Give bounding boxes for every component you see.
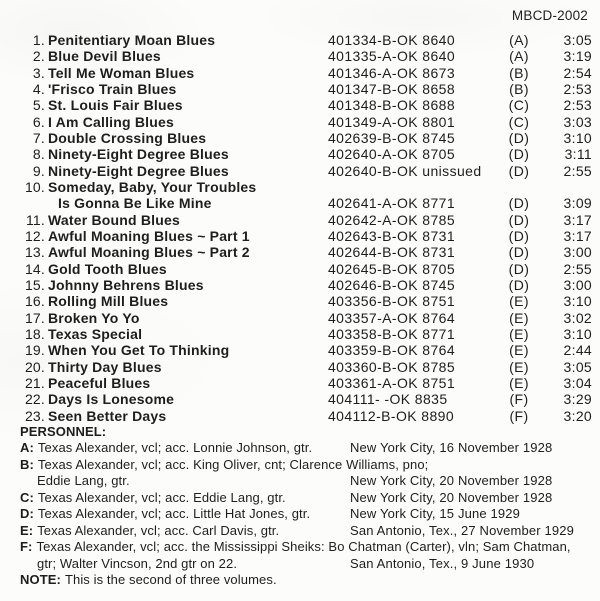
track-time: 3:19 — [563, 48, 592, 65]
track-title: Days Is Lonesome — [48, 391, 175, 408]
track-title: Texas Special — [48, 325, 143, 342]
track-matrix: 402645-B-OK 8705 — [328, 260, 456, 277]
track-row — [0, 375, 600, 391]
track-row — [0, 32, 600, 48]
track-time: 3:29 — [563, 391, 592, 408]
catalog-number: MBCD-2002 — [511, 8, 588, 23]
track-number: 10. — [24, 178, 45, 195]
track-row — [0, 81, 600, 97]
track-session: (F) — [509, 391, 529, 408]
track-number: 20. — [24, 358, 45, 375]
session-location: San Antonio, Tex., 9 June 1930 — [350, 555, 535, 571]
track-number: 7. — [32, 129, 45, 146]
track-number: 15. — [24, 276, 45, 293]
track-number: 11. — [25, 211, 45, 228]
session-location: New York City, 20 November 1928 — [350, 489, 553, 505]
track-session: (C) — [508, 97, 530, 114]
track-session: (D) — [508, 276, 530, 293]
track-title: Gold Tooth Blues — [48, 260, 167, 277]
track-time: 3:11 — [564, 146, 592, 163]
track-session: (E) — [509, 374, 529, 391]
track-time: 2:53 — [563, 97, 592, 114]
track-title: Double Crossing Blues — [48, 129, 207, 146]
track-time: 2:55 — [563, 260, 592, 277]
track-number: 9. — [32, 162, 45, 179]
track-number: 16. — [24, 293, 45, 310]
track-matrix: 402646-B-OK 8745 — [328, 276, 456, 293]
session-location: New York City, 16 November 1928 — [350, 440, 553, 456]
track-matrix: 403360-B-OK 8785 — [328, 358, 456, 375]
track-row — [0, 114, 600, 130]
track-row — [0, 326, 600, 342]
track-session: (E) — [509, 293, 529, 310]
track-title: Ninety-Eight Degree Blues — [48, 146, 229, 163]
track-time: 3:09 — [563, 195, 592, 212]
track-title: Johnny Behrens Blues — [48, 276, 204, 293]
track-row — [0, 130, 600, 146]
track-row — [0, 146, 600, 162]
track-time: 3:10 — [563, 293, 592, 310]
track-session: (A) — [509, 48, 529, 65]
session-location: San Antonio, Tex., 27 November 1929 — [350, 522, 574, 538]
personnel-line: Eddie Lang, gtr. New York City, 20 November 1928 — [37, 473, 553, 489]
track-matrix: 404111- -OK 8835 — [328, 391, 448, 408]
track-time: 3:20 — [563, 407, 592, 424]
personnel-heading: PERSONNEL: — [20, 424, 107, 439]
track-row — [0, 244, 600, 260]
track-matrix: 401346-A-OK 8673 — [328, 64, 456, 81]
personnel-line: gtr; Walter Vincson, 2nd gtr on 22. San Antonio, Tex., 9 June 1930 — [37, 555, 535, 571]
track-number: 21. — [24, 374, 45, 391]
personnel-line: B: Texas Alexander, vcl; acc. King Oliver, cnt; Clarence Williams, pno; — [20, 456, 429, 472]
track-title: Blue Devil Blues — [48, 48, 161, 65]
track-row — [0, 97, 600, 113]
track-session: (E) — [509, 358, 529, 375]
track-number: 12. — [24, 227, 45, 244]
track-title: Seen Better Days — [48, 407, 167, 424]
track-matrix: 403359-B-OK 8764 — [328, 342, 456, 359]
track-number: 3. — [32, 64, 45, 81]
track-title: Awful Moaning Blues ~ Part 2 — [48, 244, 250, 261]
track-title: St. Louis Fair Blues — [48, 97, 183, 114]
track-row — [0, 48, 600, 64]
track-title: Tell Me Woman Blues — [48, 64, 195, 81]
track-matrix: 401335-A-OK 8640 — [328, 48, 456, 65]
track-matrix: 403356-B-OK 8751 — [328, 293, 456, 310]
track-session: (D) — [508, 244, 530, 261]
track-session: (D) — [508, 227, 530, 244]
track-number: 23. — [24, 407, 45, 424]
track-matrix: 401348-B-OK 8688 — [328, 97, 456, 114]
track-matrix: 402644-B-OK 8731 — [328, 244, 456, 261]
track-title: I Am Calling Blues — [48, 113, 174, 130]
track-matrix: 401349-A-OK 8801 — [328, 113, 456, 130]
track-session: (D) — [508, 195, 530, 212]
track-list — [0, 32, 600, 424]
track-matrix: 402640-B-OK unissued — [328, 162, 482, 179]
track-number: 5. — [32, 97, 45, 114]
track-session: (E) — [509, 342, 529, 359]
track-session: (B) — [509, 80, 529, 97]
track-time: 3:04 — [563, 374, 592, 391]
personnel-line: C: Texas Alexander, vcl; acc. Eddie Lang, gtr. New York City, 20 November 1928 — [20, 489, 553, 505]
track-session: (D) — [508, 129, 530, 146]
track-time: 3:10 — [563, 325, 592, 342]
track-session: (C) — [508, 113, 530, 130]
track-number: 14. — [24, 260, 45, 277]
track-time: 3:00 — [563, 244, 592, 261]
track-time: 3:00 — [563, 276, 592, 293]
track-row — [0, 310, 600, 326]
track-matrix: 404112-B-OK 8890 — [328, 407, 455, 424]
track-session: (A) — [509, 32, 529, 48]
personnel-line: A: Texas Alexander, vcl; acc. Lonnie Johnson, gtr. New York City, 16 November 1928 — [20, 440, 553, 456]
track-matrix: 401347-B-OK 8658 — [328, 80, 456, 97]
track-title: Water Bound Blues — [48, 211, 180, 228]
track-title: When You Get To Thinking — [48, 342, 230, 359]
track-title: Someday, Baby, Your Troubles Is Gonna Be Like Mine — [48, 178, 257, 212]
track-row — [0, 212, 600, 228]
track-time: 2:55 — [563, 162, 592, 179]
track-time: 3:03 — [563, 113, 592, 130]
track-row — [0, 293, 600, 309]
track-row — [0, 228, 600, 244]
track-number: 8. — [32, 146, 45, 163]
track-matrix: 402640-A-OK 8705 — [328, 146, 456, 163]
track-title: Ninety-Eight Degree Blues — [48, 162, 229, 179]
track-matrix: 403357-A-OK 8764 — [328, 309, 456, 326]
session-location: New York City, 15 June 1929 — [350, 506, 521, 522]
track-time: 3:10 — [563, 129, 592, 146]
track-row — [0, 359, 600, 375]
track-matrix: 402641-A-OK 8771 — [328, 195, 456, 212]
session-location: New York City, 20 November 1928 — [350, 473, 553, 489]
track-title: 'Frisco Train Blues — [48, 80, 177, 97]
track-session: (F) — [509, 407, 529, 424]
track-row — [0, 408, 600, 424]
personnel-section — [0, 424, 600, 588]
track-title: Awful Moaning Blues ~ Part 1 — [48, 227, 250, 244]
track-time: 2:54 — [563, 64, 592, 81]
track-title: Penitentiary Moan Blues — [48, 32, 216, 48]
track-row — [0, 342, 600, 358]
track-time: 2:44 — [563, 342, 592, 359]
track-session: (B) — [509, 64, 529, 81]
track-title: Broken Yo Yo — [48, 309, 140, 326]
track-time: 2:53 — [563, 80, 592, 97]
track-time: 3:17 — [563, 211, 592, 228]
track-time: 3:17 — [563, 227, 592, 244]
track-number: 22. — [24, 391, 45, 408]
track-number: 19. — [24, 342, 45, 359]
track-number: 6. — [32, 113, 45, 130]
track-row — [0, 65, 600, 81]
track-title: Rolling Mill Blues — [48, 293, 169, 310]
track-number: 13. — [24, 244, 45, 261]
track-row — [0, 277, 600, 293]
track-number: 17. — [24, 309, 45, 326]
track-matrix: 402639-B-OK 8745 — [328, 129, 456, 146]
track-matrix: 403361-A-OK 8751 — [328, 374, 456, 391]
track-row — [0, 163, 600, 179]
track-matrix: 401334-B-OK 8640 — [328, 32, 456, 48]
track-session: (E) — [509, 325, 529, 342]
track-number: 2. — [32, 48, 45, 65]
track-row — [0, 391, 600, 407]
track-time: 3:05 — [563, 32, 592, 48]
personnel-line: D: Texas Alexander, vcl; acc. Little Hat Jones, gtr. New York City, 15 June 1929 — [20, 506, 521, 522]
track-session: (D) — [508, 146, 530, 163]
track-session: (E) — [509, 309, 529, 326]
track-time: 3:05 — [563, 358, 592, 375]
track-session: (D) — [508, 211, 530, 228]
track-matrix: 403358-B-OK 8771 — [328, 325, 456, 342]
track-title: Peaceful Blues — [48, 374, 151, 391]
track-number: 18. — [24, 325, 45, 342]
note-line: NOTE: This is the second of three volumes. — [20, 571, 277, 587]
track-row — [0, 261, 600, 277]
track-session: (D) — [508, 260, 530, 277]
track-matrix: 402642-A-OK 8785 — [328, 211, 456, 228]
personnel-line: E: Texas Alexander, vcl; acc. Carl Davis, gtr. San Antonio, Tex., 27 November 1929 — [20, 522, 574, 538]
track-title: Thirty Day Blues — [48, 358, 162, 375]
personnel-line: F: Texas Alexander, vcl; acc. the Mississippi Sheiks: Bo Chatman (Carter), vln; Sam Chatman, — [20, 539, 571, 555]
track-time: 3:02 — [563, 309, 592, 326]
track-row — [0, 179, 600, 212]
track-number: 4. — [32, 80, 45, 97]
track-session: (D) — [508, 162, 530, 179]
track-number: 1. — [32, 32, 45, 48]
track-matrix: 402643-B-OK 8731 — [328, 227, 456, 244]
